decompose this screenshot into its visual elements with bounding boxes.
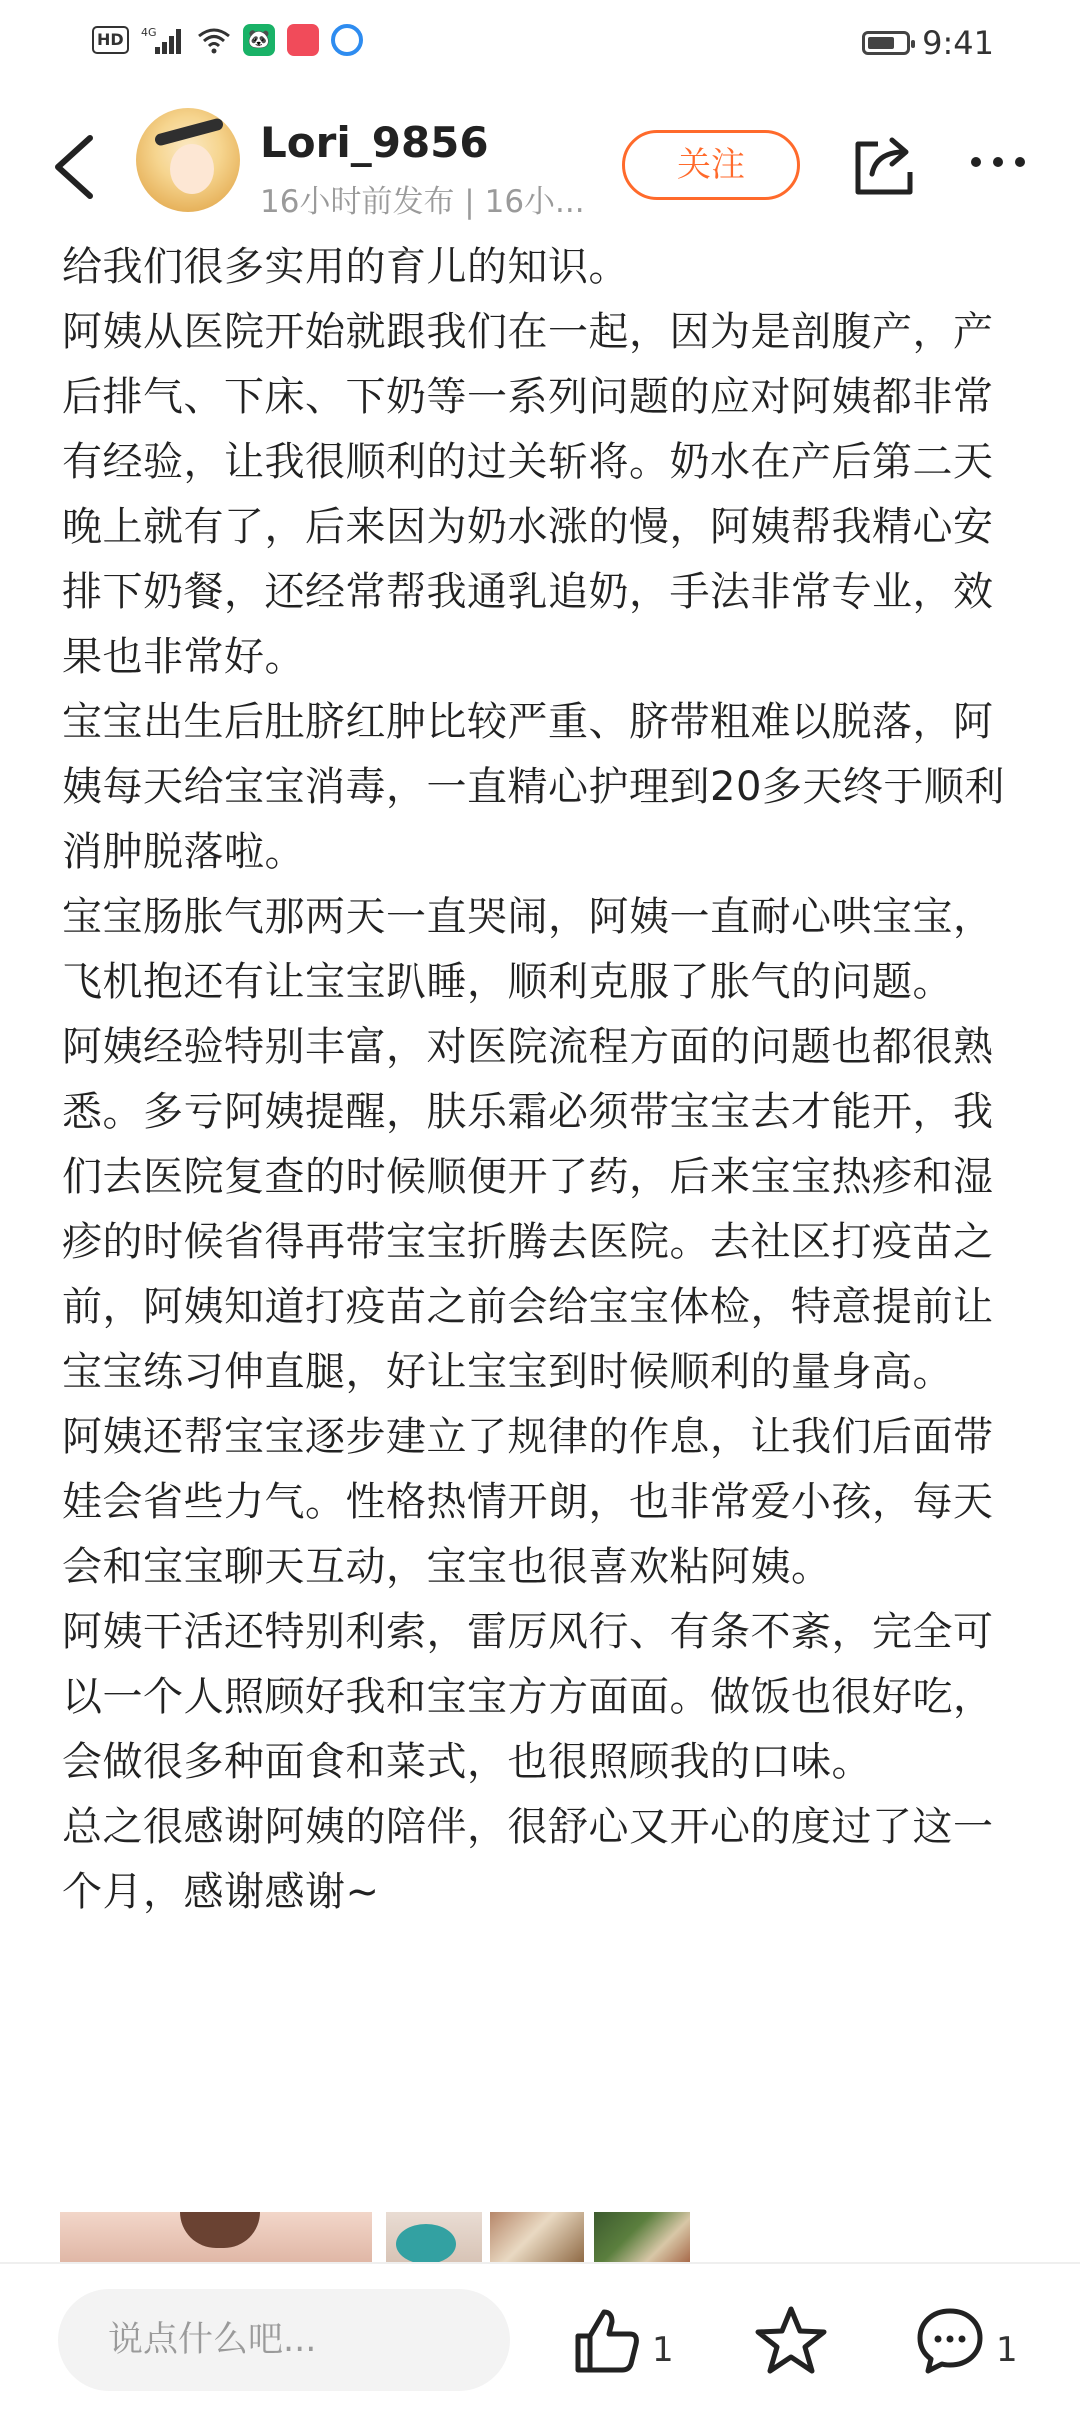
- post-photo[interactable]: [386, 2212, 482, 2262]
- favorite-button[interactable]: [754, 2264, 828, 2417]
- like-count: 1: [652, 2329, 674, 2370]
- comment-count: 1: [996, 2329, 1018, 2370]
- status-bar: [0, 0, 1080, 86]
- paragraph: 给我们很多实用的育儿的知识。: [62, 244, 629, 290]
- star-icon: [754, 2304, 828, 2378]
- post-photo[interactable]: [60, 2212, 372, 2262]
- app-notification-icon: 🐼: [243, 24, 275, 56]
- comment-button[interactable]: [914, 2264, 1018, 2417]
- status-time: 9:41: [922, 24, 994, 62]
- follow-button[interactable]: 关注: [622, 130, 800, 200]
- bottom-action-bar: [0, 2262, 1080, 2417]
- post-content: [62, 235, 1022, 1925]
- paragraph: 阿姨从医院开始就跟我们在一起，因为是剖腹产，产后排气、下床、下奶等一系列问题的应对阿姨都非常有经验，让我很顺利的过关斩将。奶水在产后第二天晚上就有了，后来因为奶水涨的慢，阿姨帮我精心安排下奶餐，还经常帮我通乳追奶，手法非常专业，效果也非常好。: [62, 309, 994, 680]
- app-notification-icon: [331, 24, 363, 56]
- photo-gallery: [60, 2212, 760, 2262]
- status-icons: [92, 24, 363, 56]
- more-options-icon[interactable]: [968, 142, 1028, 182]
- paragraph: 宝宝出生后肚脐红肿比较严重、脐带粗难以脱落，阿姨每天给宝宝消毒，一直精心护理到20多天终于顺利消肿脱落啦。: [62, 699, 1005, 875]
- post-meta: 16小时前发布 | 16小...: [260, 184, 585, 220]
- paragraph: 阿姨干活还特别利索，雷厉风行、有条不紊，完全可以一个人照顾好我和宝宝方方面面。做饭也很好吃，会做很多种面食和菜式，也很照顾我的口味。: [62, 1609, 994, 1785]
- thumbs-up-icon: [572, 2306, 642, 2376]
- author-name[interactable]: Lori_9856: [260, 118, 489, 167]
- post-photo[interactable]: [594, 2212, 690, 2262]
- like-button[interactable]: [572, 2264, 674, 2417]
- post-photo[interactable]: [490, 2212, 584, 2262]
- back-icon[interactable]: [46, 132, 104, 202]
- share-icon[interactable]: [848, 126, 920, 198]
- post-header: [0, 86, 1080, 236]
- signal-icon: [141, 25, 185, 55]
- paragraph: 总之很感谢阿姨的陪伴，很舒心又开心的度过了这一个月，感谢感谢~: [62, 1804, 994, 1915]
- comment-icon: [914, 2305, 986, 2377]
- paragraph: 宝宝肠胀气那两天一直哭闹，阿姨一直耐心哄宝宝，飞机抱还有让宝宝趴睡，顺利克服了胀气的问题。: [62, 894, 994, 1005]
- network-label: 4G: [140, 26, 157, 39]
- app-notification-icon: [287, 24, 319, 56]
- comment-input[interactable]: 说点什么吧...: [58, 2289, 510, 2391]
- paragraph: 阿姨还帮宝宝逐步建立了规律的作息，让我们后面带娃会省些力气。性格热情开朗，也非常爱小孩，每天会和宝宝聊天互动，宝宝也很喜欢粘阿姨。: [62, 1414, 994, 1590]
- avatar[interactable]: [136, 108, 240, 212]
- paragraph: 阿姨经验特别丰富，对医院流程方面的问题也都很熟悉。多亏阿姨提醒，肤乐霜必须带宝宝去才能开，我们去医院复查的时候顺便开了药，后来宝宝热疹和湿疹的时候省得再带宝宝折腾去医院。去社区打疫苗之前，阿姨知道打疫苗之前会给宝宝体检，特意提前让宝宝练习伸直腿，好让宝宝到时候顺利的量身高。: [62, 1024, 994, 1395]
- wifi-icon: [197, 25, 231, 55]
- status-right: [862, 24, 994, 62]
- battery-icon: [862, 31, 910, 55]
- hd-icon: HD: [92, 26, 129, 54]
